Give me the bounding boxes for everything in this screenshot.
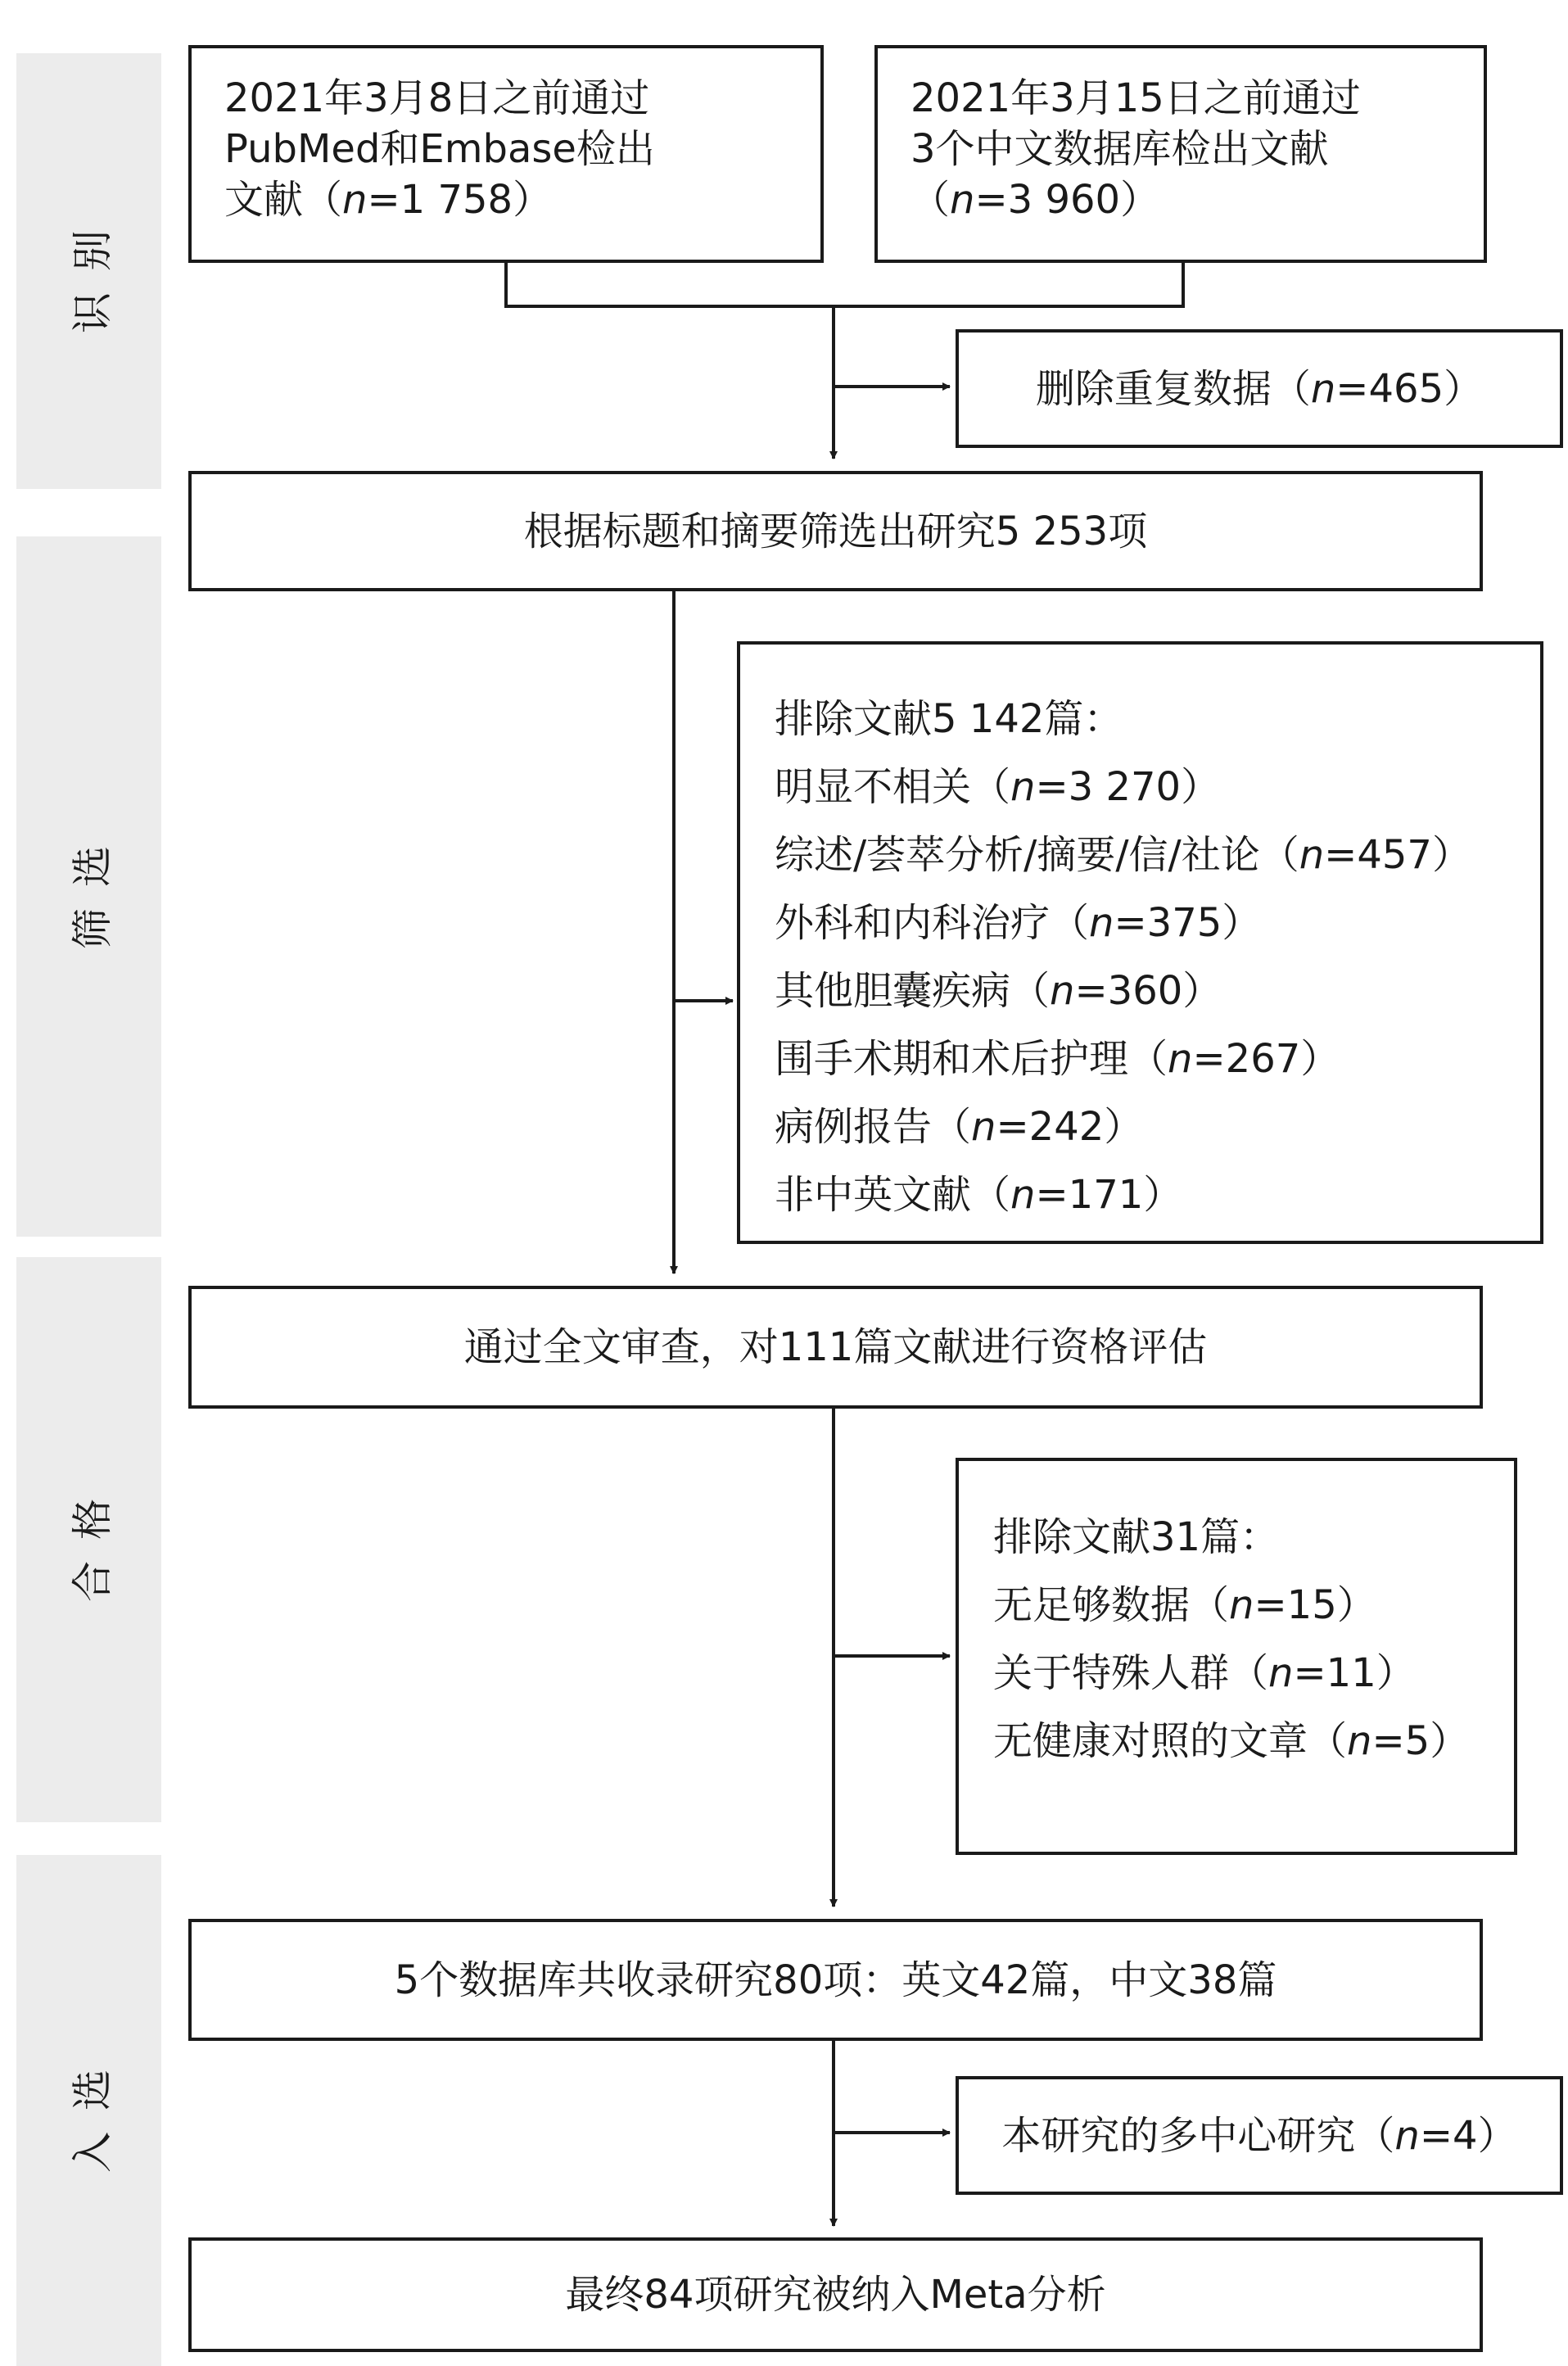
stage-label-screening: 筛选 xyxy=(68,824,116,949)
stage-label-included: 入选 xyxy=(68,2048,116,2173)
excluded-eligibility-item: 无健康对照的文章（n=5） xyxy=(993,1718,1470,1764)
excluded-screening-item: 非中英文献（n=171） xyxy=(775,1172,1183,1218)
excluded-screening-item: 外科和内科治疗（n=375） xyxy=(775,900,1262,946)
box-screened xyxy=(188,471,1483,591)
excluded-eligibility-heading: 排除文献31篇： xyxy=(993,1514,1280,1560)
excluded-screening-item: 病例报告（n=242） xyxy=(775,1104,1144,1150)
stage-label-eligibility: 合格 xyxy=(68,1477,116,1602)
source-english-line3: 文献（n=1 758） xyxy=(224,177,553,223)
stage-label-identification: 识别 xyxy=(68,209,116,333)
box-included-databases xyxy=(188,1919,1483,2041)
screened-text: 根据标题和摘要筛选出研究5 253项 xyxy=(523,508,1148,554)
included-db-text: 5个数据库共收录研究80项：英文42篇，中文38篇 xyxy=(394,1957,1277,2003)
box-final-included xyxy=(188,2237,1483,2352)
source-english-line1: 2021年3月8日之前通过 xyxy=(224,75,650,121)
source-chinese-line3: （n=3 960） xyxy=(911,177,1160,223)
box-fulltext-assessed xyxy=(188,1286,1483,1409)
box-excluded-screening xyxy=(737,641,1543,1244)
box-source-english xyxy=(188,45,824,263)
box-duplicates-removed xyxy=(956,329,1563,448)
final-text: 最终84项研究被纳入Meta分析 xyxy=(565,2272,1106,2318)
excluded-eligibility-item: 无足够数据（n=15） xyxy=(993,1582,1376,1628)
duplicates-text: 删除重复数据（n=465） xyxy=(1035,365,1484,412)
excluded-screening-item: 综述/荟萃分析/摘要/信/社论（n=457） xyxy=(775,832,1471,878)
box-source-chinese xyxy=(874,45,1487,263)
excluded-eligibility-item: 关于特殊人群（n=11） xyxy=(993,1650,1416,1696)
excluded-screening-item: 其他胆囊疾病（n=360） xyxy=(775,968,1222,1014)
source-english-line2: PubMed和Embase检出 xyxy=(224,126,655,172)
excluded-screening-item: 围手术期和术后护理（n=267） xyxy=(775,1036,1340,1082)
fulltext-text: 通过全文审查，对111篇文献进行资格评估 xyxy=(463,1324,1208,1370)
box-excluded-eligibility xyxy=(956,1458,1517,1855)
box-multicenter xyxy=(956,2076,1563,2195)
source-chinese-line2: 3个中文数据库检出文献 xyxy=(911,126,1329,172)
multicenter-text: 本研究的多中心研究（n=4） xyxy=(1001,2112,1517,2159)
excluded-screening-heading: 排除文献5 142篇： xyxy=(775,696,1123,742)
source-chinese-line1: 2021年3月15日之前通过 xyxy=(911,75,1361,121)
excluded-screening-item: 明显不相关（n=3 270） xyxy=(775,764,1221,810)
